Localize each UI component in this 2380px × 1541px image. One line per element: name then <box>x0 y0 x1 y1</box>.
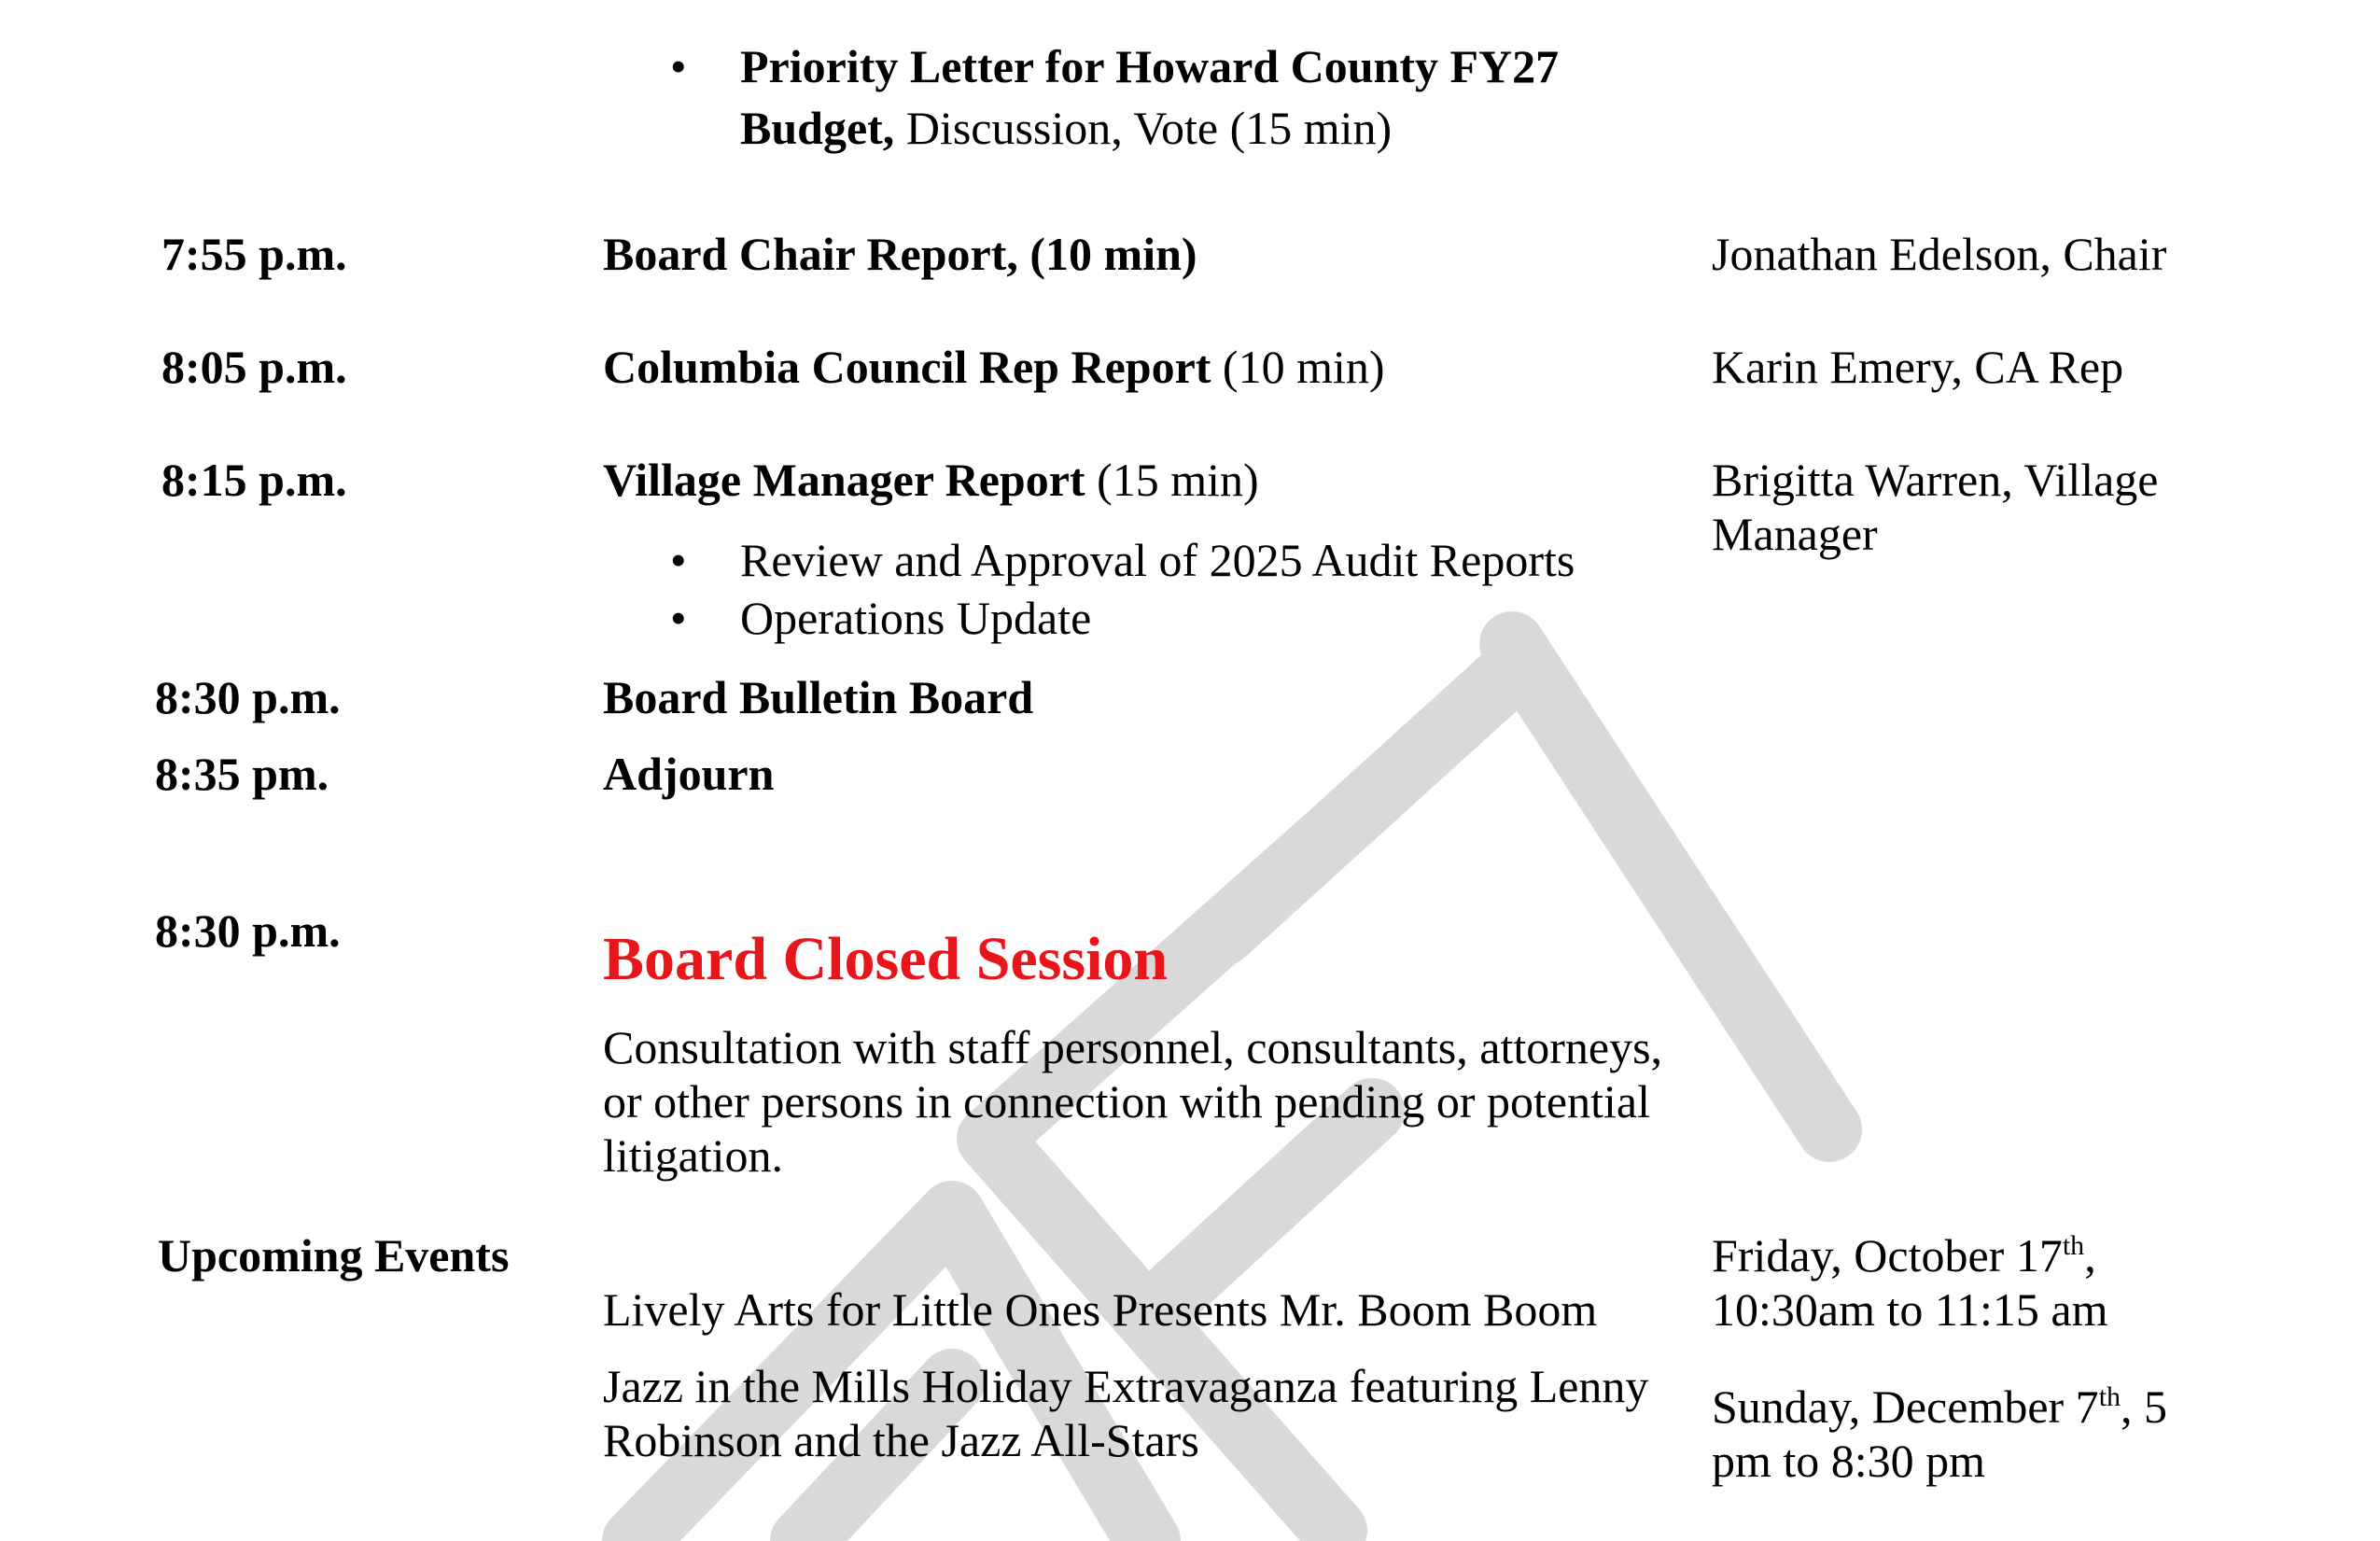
event-name-cont: Robinson and the Jazz All-Stars <box>603 1414 1199 1466</box>
event-date: Friday, October 17th, <box>1712 1229 2096 1282</box>
agenda-time: 8:30 p.m. <box>155 671 341 723</box>
event-name: Lively Arts for Little Ones Presents Mr. Boom Boom <box>603 1283 1598 1336</box>
agenda-item-title: Board Bulletin Board <box>603 671 1034 723</box>
bullet-icon: • <box>670 40 687 92</box>
agenda-item <box>603 453 1259 507</box>
closed-session-time: 8:30 p.m. <box>155 904 341 957</box>
agenda-subitem: Review and Approval of 2025 Audit Reports <box>740 534 1575 586</box>
bullet-icon: • <box>670 592 687 644</box>
agenda-item-title: Village Manager Report <box>603 454 1085 506</box>
agenda-presenter-cont: Manager <box>1712 508 1878 560</box>
agenda-item-duration: (10 min) <box>1211 341 1385 393</box>
closed-session-description: or other persons in connection with pending or potential <box>603 1075 1650 1128</box>
priority-letter-title-end: Budget, <box>740 102 895 154</box>
agenda-presenter: Jonathan Edelson, Chair <box>1712 228 2167 280</box>
event-name: Jazz in the Mills Holiday Extravaganza featuring Lenny <box>603 1360 1649 1412</box>
agenda-time: 8:35 pm. <box>155 748 329 800</box>
priority-letter-details: Discussion, Vote (15 min) <box>894 102 1393 154</box>
closed-session-description: Consultation with staff personnel, consultants, attorneys, <box>603 1021 1663 1073</box>
agenda-item <box>603 340 1385 394</box>
agenda-item-duration: (15 min) <box>1085 454 1259 506</box>
closed-session-description: litigation. <box>603 1129 784 1182</box>
agenda-time: 7:55 p.m. <box>161 228 347 280</box>
agenda-presenter: Brigitta Warren, Village <box>1712 454 2159 506</box>
bullet-icon: • <box>670 534 687 586</box>
agenda-time: 8:15 p.m. <box>161 454 347 506</box>
agenda-item-title: Adjourn <box>603 748 775 800</box>
event-time: pm to 8:30 pm <box>1712 1435 1986 1487</box>
event-date: Sunday, December 7th, 5 <box>1712 1380 2168 1433</box>
priority-letter-line2 <box>740 101 1392 155</box>
event-time: 10:30am to 11:15 am <box>1712 1283 2108 1336</box>
closed-session-title: Board Closed Session <box>603 925 1169 993</box>
priority-letter-title: Priority Letter for Howard County FY27 <box>740 40 1560 92</box>
agenda-time: 8:05 p.m. <box>161 341 347 393</box>
agenda-item-title: Columbia Council Rep Report <box>603 341 1211 393</box>
agenda-item-title: Board Chair Report, (10 min) <box>603 228 1197 280</box>
upcoming-events-label: Upcoming Events <box>158 1229 510 1282</box>
agenda-presenter: Karin Emery, CA Rep <box>1712 341 2124 393</box>
agenda-subitem: Operations Update <box>740 592 1092 644</box>
